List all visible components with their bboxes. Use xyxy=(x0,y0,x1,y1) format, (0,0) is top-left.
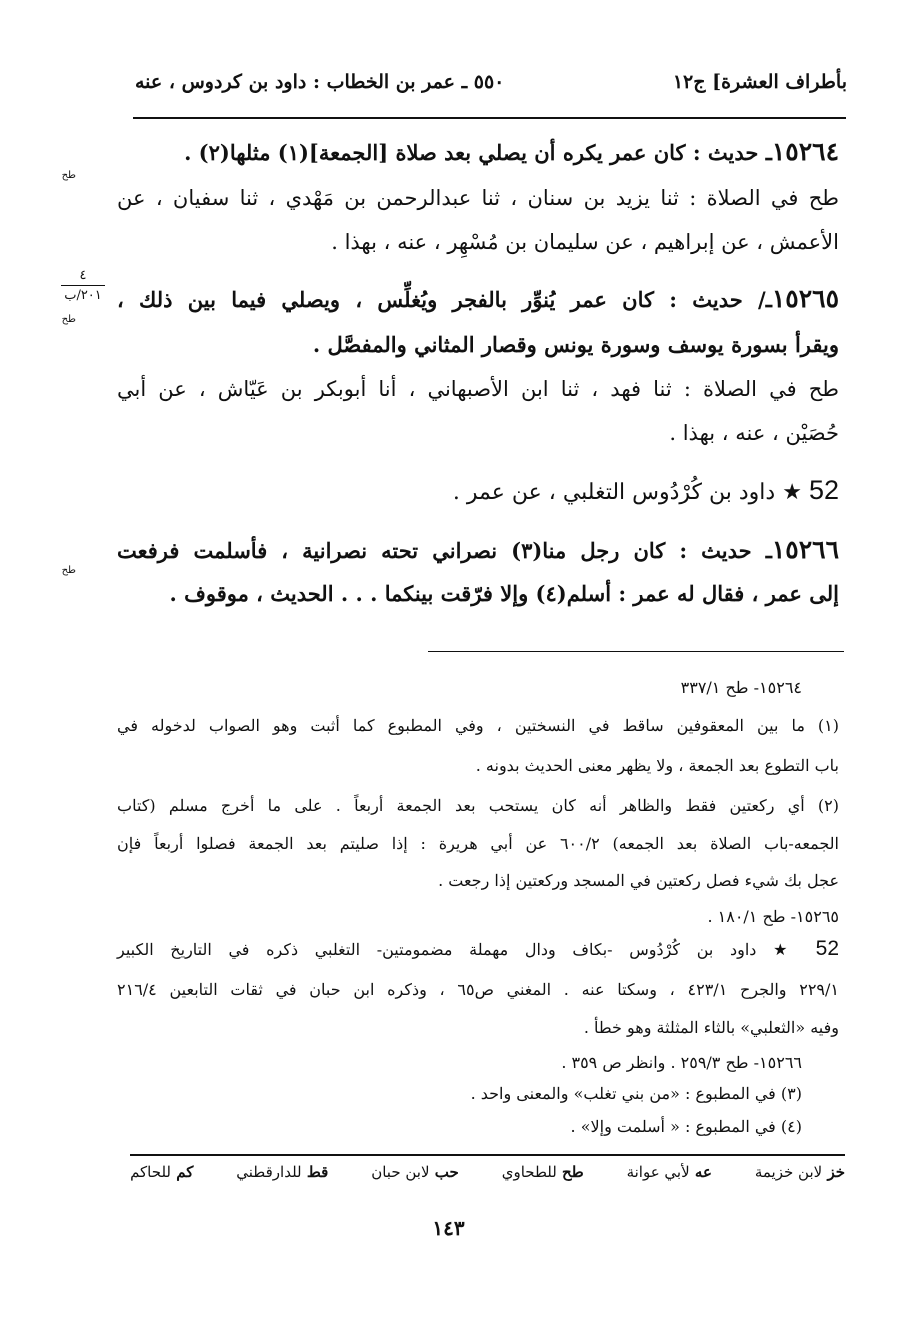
header-title: ٥٥٠ ـ عمر بن الخطاب : داود بن كردوس ، عنه xyxy=(135,71,505,93)
footnote-source-15265: ١٥٢٦٥- طح ١٨٠/١ . xyxy=(707,907,839,926)
footnote-narrator-line3: وفيه «الثعلبي» بالثاء المثلثة وهو خطأ . xyxy=(583,1018,839,1037)
star-icon: ★ xyxy=(782,480,802,505)
header-rule xyxy=(133,117,846,119)
hadith-15264-line2: طح في الصلاة : ثنا يزيد بن سنان ، ثنا عبدالرحمن بن مَهْدي ، ثنا سفيان ، عن xyxy=(117,186,839,210)
header-volume: بأطراف العشرة] ج١٢ xyxy=(672,71,847,93)
footnote-1-line1: (١) ما بين المعقوفين ساقط في النسختين ، وفي المطبوع كما أثبت وهو الصواب لدخوله في xyxy=(117,716,839,735)
footnote-2-line2: الجمعه-باب الصلاة بعد الجمعه) ٦٠٠/٢ عن أبي هريرة : إذا صليتم بعد الجمعة فصلوا أربعاً فإن xyxy=(117,834,839,853)
page-number: ١٤٣ xyxy=(432,1216,465,1240)
hadith-number: ١٥٢٦٦ xyxy=(771,535,839,564)
abbr-item: كم للحاكم xyxy=(130,1163,194,1181)
hadith-15264-line1: ١٥٢٦٤ـ حديث : كان عمر يكره أن يصلي بعد صلاة [الجمعة](١) مثلها(٢) . xyxy=(184,137,839,166)
running-header xyxy=(135,64,847,100)
footnote-3: (٣) في المطبوع : «من بني تغلب» والمعنى واحد . xyxy=(470,1084,802,1103)
hadith-15265-line4: حُصَيْن ، عنه ، بهذا . xyxy=(669,421,839,445)
abbr-item: حب لابن حبان xyxy=(371,1163,459,1181)
footnote-source-15266: ١٥٢٦٦- طح ٢٥٩/٣ . وانظر ص ٣٥٩ . xyxy=(561,1053,802,1072)
hadith-15264-line3: الأعمش ، عن إبراهيم ، عن سليمان بن مُسْهِر ، عنه ، بهذا . xyxy=(331,230,839,254)
manuscript-folio-note: ٤ ٢٠١/ب xyxy=(55,268,111,303)
hadith-number: ١٥٢٦٤ xyxy=(771,137,839,166)
narrator-number: 52 xyxy=(808,475,839,505)
abbr-item: خز لابن خزيمة xyxy=(754,1163,845,1181)
hadith-15266-line2: إلى عمر ، فقال له عمر : أسلم(٤) وإلا فرّقت بينكما . . . الحديث ، موقوف . xyxy=(169,581,839,606)
tah-mark: طح xyxy=(61,170,76,181)
hadith-number: ١٥٢٦٥ xyxy=(771,284,839,313)
footnote-4: (٤) في المطبوع : « أسلمت وإلا» . xyxy=(570,1117,802,1136)
tah-mark: طح xyxy=(61,565,76,576)
folio-divider xyxy=(61,285,105,286)
footnote-separator xyxy=(428,651,844,652)
footnote-2-line3: عجل بك شيء فصل ركعتين في المسجد وركعتين إذا رجعت . xyxy=(438,871,839,890)
footnote-narrator-line1: 52 ★ داود بن كُرْدُوس -بكاف ودال مهملة مضمومتين- التغلبي ذكره في التاريخ الكبير xyxy=(117,937,839,960)
footnote-2-line1: (٢) أي ركعتين فقط والظاهر أنه كان يستحب بعد الجمعة أربعاً . على ما أخرج مسلم (كتاب xyxy=(117,796,839,815)
footnote-1-line2: باب التطوع بعد الجمعة ، ولا يظهر معنى الحديث بدونه . xyxy=(475,756,839,775)
footnote-source-15264: ١٥٢٦٤- طح ٣٣٧/١ xyxy=(680,678,802,697)
hadith-15265-line2: ويقرأ بسورة يوسف وسورة يونس وقصار المثاني والمفصَّل . xyxy=(312,332,839,357)
narrator-heading: 52 ★ داود بن كُرْدُوس التغلبي ، عن عمر . xyxy=(452,475,839,505)
hadith-15266-line1: ١٥٢٦٦ـ حديث : كان رجل منا(٣) نصراني تحته نصرانية ، فأسلمت فرفعت xyxy=(117,535,839,564)
abbr-item: طح للطحاوي xyxy=(501,1163,584,1181)
footnote-narrator-line2: ٢٢٩/١ والجرح ٤٢٣/١ ، وسكتا عنه . المغني ص٦٥ ، وذكره ابن حبان في ثقات التابعين ٢١٦/٤ xyxy=(117,980,839,999)
abbr-item: قط للدارقطني xyxy=(236,1163,329,1181)
hadith-15265-line3: طح في الصلاة : ثنا فهد ، ثنا ابن الأصبهاني ، أنا أبوبكر بن عَيّاش ، عن أبي xyxy=(117,377,839,401)
tah-mark: طح xyxy=(61,314,76,325)
abbr-item: عه لأبي عوانة xyxy=(626,1163,712,1181)
hadith-15265-line1: ١٥٢٦٥ـ/ حديث : كان عمر يُنوِّر بالفجر ويُغلِّس ، ويصلي فيما بين ذلك ، xyxy=(117,284,839,313)
abbreviation-key xyxy=(130,1163,845,1181)
bottom-rule xyxy=(130,1154,845,1156)
footnote-narrator-number: 52 xyxy=(815,937,839,960)
